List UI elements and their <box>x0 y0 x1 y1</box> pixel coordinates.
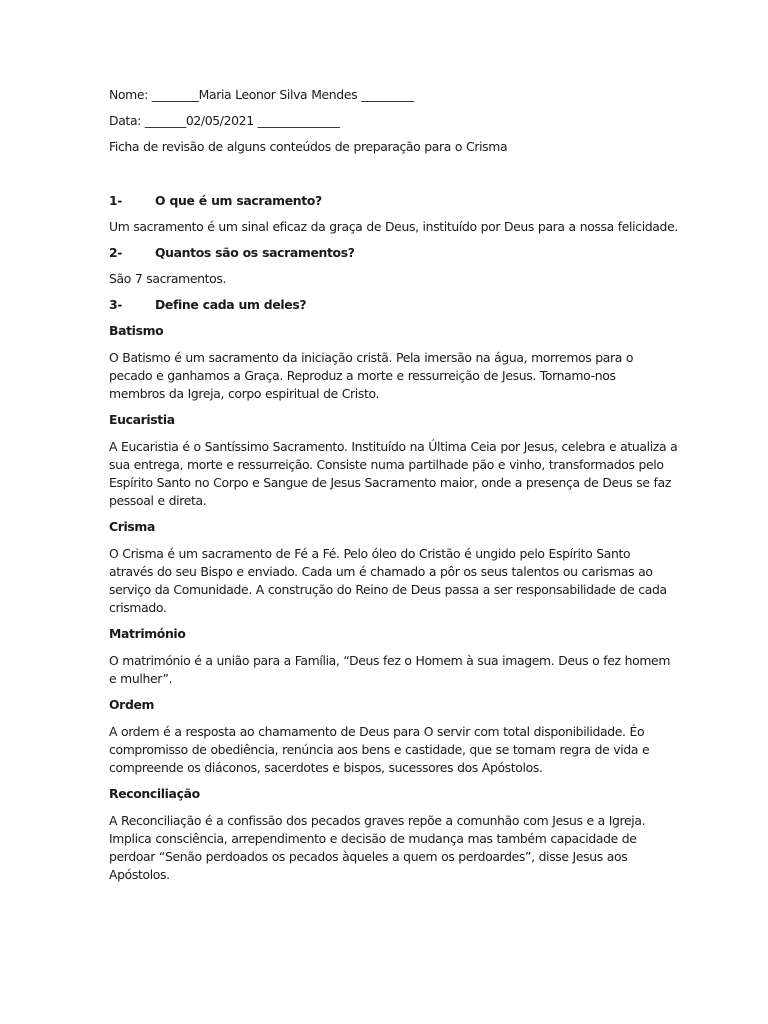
sacrament-section <box>109 696 661 777</box>
sacrament-description <box>109 812 661 884</box>
sacrament-section <box>109 625 671 688</box>
text-line: pessoal e direta. <box>109 493 207 508</box>
text-line: e mulher”. <box>109 671 173 686</box>
name-line: Nome: ________Maria Leonor Silva Mendes _________ <box>109 87 414 102</box>
subtitle: Ficha de revisão de alguns conteúdos de preparação para o Crisma <box>109 139 508 154</box>
sacrament-title: Matrimónio <box>109 626 186 641</box>
question-1 <box>109 192 661 210</box>
text-line: sua entrega, morte e ressurreição. Consiste numa partilhade pão e vinho, transformados pelo <box>109 457 664 472</box>
text-line: Espírito Santo no Corpo e Sangue de Jesus Sacramento maior, onde a presença de Deus se faz <box>109 475 671 490</box>
text-line: O Crisma é um sacramento de Fé a Fé. Pelo óleo do Cristão é ungido pelo Espírito Santo <box>109 546 631 561</box>
question-number: 2- <box>109 245 123 260</box>
sacrament-description <box>109 545 667 617</box>
text-line: A Eucaristia é o Santíssimo Sacramento. Instituído na Última Ceia por Jesus, celebra e atualiza a <box>109 439 678 454</box>
text-line: membros da Igreja, corpo espiritual de Cristo. <box>109 386 380 401</box>
sacrament-title: Reconciliação <box>109 786 200 801</box>
text-line: O Batismo é um sacramento da iniciação cristã. Pela imersão na água, morremos para o <box>109 350 634 365</box>
sacrament-section <box>109 785 661 884</box>
text-line: compromisso de obediência, renúncia aos bens e castidade, que se tornam regra de vida e <box>109 742 650 757</box>
text-line: Apóstolos. <box>109 867 170 882</box>
sacrament-title: Eucaristia <box>109 412 175 427</box>
text-line: através do seu Bispo e enviado. Cada um é chamado a pôr os seus talentos ou carismas ao <box>109 564 653 579</box>
question-3 <box>109 296 661 314</box>
text-line: Implica consciência, arrependimento e decisão de mudança mas também capacidade de <box>109 831 637 846</box>
sacrament-title: Crisma <box>109 519 155 534</box>
text-line: serviço da Comunidade. A construção do Reino de Deus passa a ser responsabilidade de cada <box>109 582 667 597</box>
text-line: O matrimónio é a união para a Família, “Deus fez o Homem à sua imagem. Deus o fez homem <box>109 653 671 668</box>
sacrament-description <box>109 652 671 688</box>
sacrament-section <box>109 518 667 617</box>
text-line: compreende os diáconos, sacerdotes e bispos, sucessores dos Apóstolos. <box>109 760 543 775</box>
date-line: Data: _______02/05/2021 ______________ <box>109 113 340 128</box>
text-line: pecado e ganhamos a Graça. Reproduz a morte e ressurreição de Jesus. Tornamo-nos <box>109 368 616 383</box>
question-number: 3- <box>109 297 123 312</box>
sacrament-section <box>109 322 661 403</box>
question-text: Quantos são os sacramentos? <box>155 245 355 260</box>
sacrament-description <box>109 723 661 777</box>
sacraments-list <box>109 322 678 884</box>
sacrament-description <box>109 349 661 403</box>
sacrament-title: Batismo <box>109 323 164 338</box>
text-line: A Reconciliação é a confissão dos pecados graves repõe a comunhão com Jesus e a Igreja. <box>109 813 646 828</box>
sacrament-title: Ordem <box>109 697 155 712</box>
sacrament-section <box>109 411 678 510</box>
document-page <box>109 86 678 884</box>
text-line: perdoar “Senão perdoados os pecados àqueles a quem os perdoardes”, disse Jesus aos <box>109 849 628 864</box>
answer-2: São 7 sacramentos. <box>109 271 227 286</box>
question-text: Define cada um deles? <box>155 297 307 312</box>
question-2 <box>109 244 661 262</box>
text-line: crismado. <box>109 600 167 615</box>
text-line: A ordem é a resposta ao chamamento de Deus para O servir com total disponibilidade. Éo <box>109 724 645 739</box>
question-text: O que é um sacramento? <box>155 193 322 208</box>
answer-1: Um sacramento é um sinal eficaz da graça de Deus, instituído por Deus para a nossa felicidade. <box>109 219 678 234</box>
question-number: 1- <box>109 193 123 208</box>
sacrament-description <box>109 438 678 510</box>
